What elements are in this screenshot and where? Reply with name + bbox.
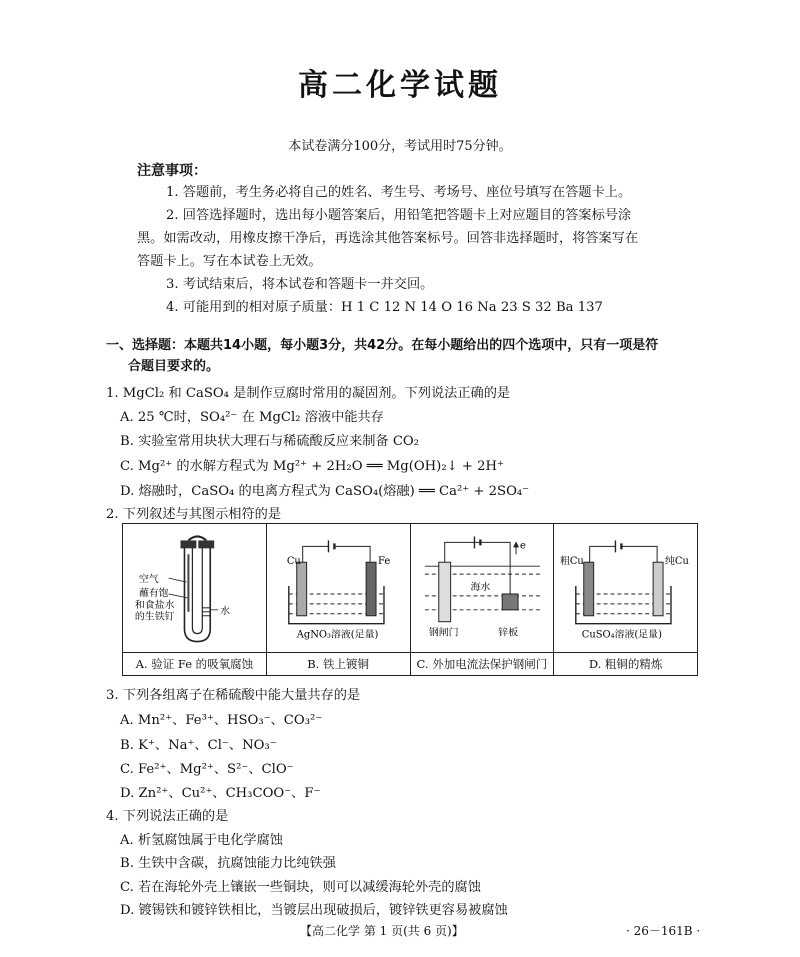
figure-a-nail-label-1: 蘸有饱	[138, 587, 169, 599]
figure-a-water-label: 水	[220, 605, 231, 617]
figure-a	[123, 524, 267, 653]
figure-a-nail-label-2: 和食盐水	[134, 599, 175, 611]
figure-c-seawater-label: 海水	[469, 581, 490, 593]
section-heading-line-1: 一、选择题：本题共14小题，每小题3分，共42分。在每小题给出的四个选项中，只有一项是符	[106, 338, 659, 353]
section-heading-line-2: 合题目要求的。	[128, 359, 220, 374]
figure-b-caption: B. 铁上镀铜	[266, 653, 410, 676]
question-2-figure-table	[122, 523, 698, 676]
footer-page-info: 【高二化学 第 1 页(共 6 页)】	[300, 924, 464, 938]
notice-line-4: 答题卡上。写在本试卷上无效。	[137, 254, 322, 269]
question-4-option-c: C. 若在海轮外壳上镶嵌一些铜块，则可以减缓海轮外壳的腐蚀	[120, 880, 481, 895]
figure-b-solution-label: AgNO₃溶液(足量)	[296, 629, 379, 641]
figure-d	[554, 524, 698, 653]
figure-c-electron-label: e	[519, 540, 526, 552]
figure-b-fe-label: Fe	[377, 556, 390, 568]
question-4-option-b: B. 生铁中含碳，抗腐蚀能力比纯铁强	[120, 856, 336, 871]
question-1-stem: 1. MgCl₂ 和 CaSO₄ 是制作豆腐时常用的凝固剂。下列说法正确的是	[106, 386, 511, 401]
question-3-option-d: D. Zn²⁺、Cu²⁺、CH₃COO⁻、F⁻	[120, 786, 321, 801]
question-1-option-a: A. 25 ℃时，SO₄²⁻ 在 MgCl₂ 溶液中能共存	[120, 410, 384, 425]
figure-d-crude-label: 粗Cu	[560, 556, 585, 568]
exam-subtitle: 本试卷满分100分，考试用时75分钟。	[288, 139, 512, 154]
notice-line-5: 3. 考试结束后，将本试卷和答题卡一并交回。	[166, 277, 434, 292]
question-3-stem: 3. 下列各组离子在稀硫酸中能大量共存的是	[106, 688, 361, 703]
question-1-option-d: D. 熔融时，CaSO₄ 的电离方程式为 CaSO₄(熔融) ══ Ca²⁺ + 2SO₄⁻	[120, 484, 530, 499]
figure-d-diagram	[554, 524, 697, 652]
notice-line-2: 2. 回答选择题时，选出每小题答案后，用铅笔把答题卡上对应题目的答案标号涂	[166, 208, 632, 223]
notice-line-1: 1. 答题前，考生务必将自己的姓名、考生号、考场号、座位号填写在答题卡上。	[166, 185, 632, 200]
figure-c-gate-label: 钢闸门	[428, 627, 459, 639]
figure-d-solution-label: CuSO₄溶液(足量)	[582, 629, 663, 641]
question-1-option-b: B. 实验室常用块状大理石与稀硫酸反应来制备 CO₂	[120, 434, 420, 449]
figure-b-diagram	[267, 524, 410, 652]
figure-c-caption: C. 外加电流法保护钢闸门	[410, 653, 554, 676]
figure-d-caption: D. 粗铜的精炼	[554, 653, 698, 676]
question-1-option-c: C. Mg²⁺ 的水解方程式为 Mg²⁺ + 2H₂O ══ Mg(OH)₂↓ + 2H⁺	[120, 459, 504, 474]
notice-line-3: 黑。如需改动，用橡皮擦干净后，再选涂其他答案标号。回答非选择题时，将答案写在	[137, 231, 639, 246]
question-3-option-a: A. Mn²⁺、Fe³⁺、HSO₃⁻、CO₃²⁻	[120, 713, 323, 728]
question-3-option-b: B. K⁺、Na⁺、Cl⁻、NO₃⁻	[120, 738, 277, 753]
question-4-option-a: A. 析氢腐蚀属于电化学腐蚀	[120, 833, 283, 848]
footer-code: · 26－161B ·	[626, 924, 701, 938]
question-3-option-c: C. Fe²⁺、Mg²⁺、S²⁻、ClO⁻	[120, 762, 294, 777]
question-4-stem: 4. 下列说法正确的是	[106, 809, 229, 824]
figure-a-air-label: 空气	[138, 574, 159, 586]
figure-b	[266, 524, 410, 653]
exam-title: 高二化学试题	[298, 68, 502, 103]
section-heading	[106, 335, 706, 377]
notice-line-6: 4. 可能用到的相对原子质量：H 1 C 12 N 14 O 16 Na 23 S 32 Ba 137	[166, 300, 603, 315]
figure-c-zinc-label: 锌板	[497, 627, 518, 639]
figure-a-diagram	[123, 524, 266, 652]
figure-c-diagram	[411, 524, 554, 652]
figure-a-nail-label-3: 的生铁钉	[134, 611, 175, 623]
figure-b-cu-label: Cu	[286, 556, 301, 568]
notice-heading: 注意事项：	[137, 163, 207, 179]
question-4-option-d: D. 镀锡铁和镀锌铁相比，当镀层出现破损后，镀锌铁更容易被腐蚀	[120, 903, 508, 918]
question-2-stem: 2. 下列叙述与其图示相符的是	[106, 507, 282, 522]
figure-a-caption: A. 验证 Fe 的吸氧腐蚀	[123, 653, 267, 676]
figure-c	[410, 524, 554, 653]
figure-d-pure-label: 纯Cu	[665, 556, 690, 568]
